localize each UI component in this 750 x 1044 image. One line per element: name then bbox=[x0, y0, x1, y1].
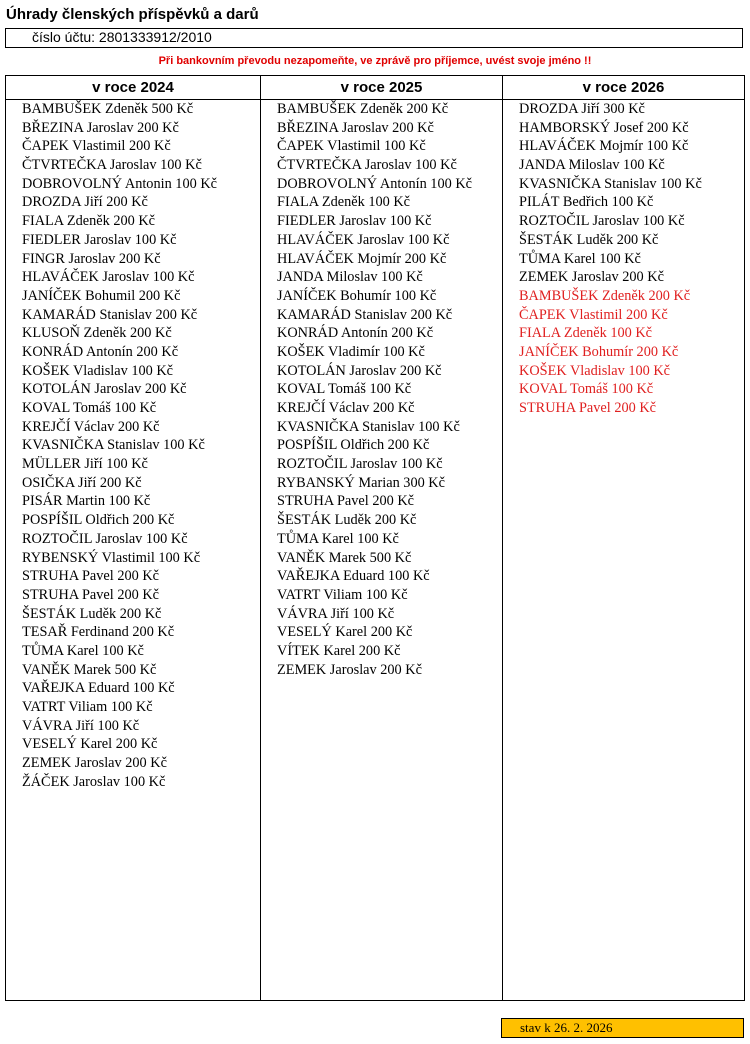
payment-entry: KOVAL Tomáš 100 Kč bbox=[519, 381, 654, 398]
payment-entry: VANĚK Marek 500 Kč bbox=[22, 661, 157, 678]
payment-entry: HLAVÁČEK Jaroslav 100 Kč bbox=[22, 269, 195, 286]
payment-entry: POSPÍŠIL Oldřich 200 Kč bbox=[277, 437, 430, 454]
payment-entry: HLAVÁČEK Jaroslav 100 Kč bbox=[277, 231, 450, 248]
status-date: stav k 26. 2. 2026 bbox=[501, 1018, 744, 1038]
payment-entry: ČAPEK Vlastimil 200 Kč bbox=[22, 138, 171, 155]
payment-entry: KONRÁD Antonín 200 Kč bbox=[277, 325, 434, 342]
payment-entry: BAMBUŠEK Zdeněk 200 Kč bbox=[277, 101, 449, 117]
payment-entry: TŮMA Karel 100 Kč bbox=[22, 642, 144, 659]
page-title: Úhrady členských příspěvků a darů bbox=[6, 6, 259, 23]
payment-entry: KOŠEK Vladimír 100 Kč bbox=[277, 343, 425, 360]
payment-entry: TESAŘ Ferdinand 200 Kč bbox=[22, 624, 175, 641]
payment-entry: PISÁR Martin 100 Kč bbox=[22, 493, 151, 510]
entries-2024 bbox=[6, 100, 260, 791]
payment-entry: ROZTOČIL Jaroslav 100 Kč bbox=[277, 456, 443, 473]
payment-entry: HLAVÁČEK Mojmír 200 Kč bbox=[277, 250, 447, 267]
payment-entry: ZEMEK Jaroslav 200 Kč bbox=[277, 661, 422, 678]
payment-entry: FIEDLER Jaroslav 100 Kč bbox=[277, 213, 432, 230]
payment-entry: KLUSOŇ Zdeněk 200 Kč bbox=[22, 325, 172, 342]
payment-entry: VESELÝ Karel 200 Kč bbox=[277, 624, 413, 641]
payment-entry: FIALA Zdeněk 100 Kč bbox=[519, 325, 653, 342]
payment-entry: KVASNIČKA Stanislav 100 Kč bbox=[277, 418, 460, 435]
payment-entry: BAMBUŠEK Zdeněk 200 Kč bbox=[519, 287, 691, 304]
payment-entry: KONRÁD Antonín 200 Kč bbox=[22, 343, 179, 360]
payment-entry: KOŠEK Vladislav 100 Kč bbox=[22, 362, 174, 379]
payment-entry: TŮMA Karel 100 Kč bbox=[519, 250, 641, 267]
payment-entry: STRUHA Pavel 200 Kč bbox=[519, 400, 657, 416]
payment-entry: JANÍČEK Bohumír 200 Kč bbox=[519, 343, 679, 360]
payment-entry: ČAPEK Vlastimil 100 Kč bbox=[277, 138, 426, 155]
payment-notice: Při bankovním převodu nezapomeňte, ve zprávě pro příjemce, uvést svoje jméno !! bbox=[158, 55, 592, 67]
payment-entry: KREJČÍ Václav 200 Kč bbox=[277, 400, 415, 416]
payment-entry: ČTVRTEČKA Jaroslav 100 Kč bbox=[22, 157, 202, 174]
payment-entry: VÁVRA Jiří 100 Kč bbox=[22, 717, 140, 734]
payment-entry: RYBANSKÝ Marian 300 Kč bbox=[277, 474, 445, 491]
payment-entry: DOBROVOLNÝ Antonin 100 Kč bbox=[22, 175, 217, 192]
payment-entry: ŠESTÁK Luděk 200 Kč bbox=[22, 605, 162, 622]
payment-entry: ČTVRTEČKA Jaroslav 100 Kč bbox=[277, 157, 457, 174]
payment-entry: BŘEZINA Jaroslav 200 Kč bbox=[22, 119, 179, 136]
payment-entry: FINGR Jaroslav 200 Kč bbox=[22, 250, 161, 267]
payment-entry: ROZTOČIL Jaroslav 100 Kč bbox=[519, 213, 685, 230]
payment-entry: JANDA Miloslav 100 Kč bbox=[519, 157, 665, 174]
entries-2025 bbox=[261, 100, 502, 679]
column-2024 bbox=[6, 76, 260, 1000]
payment-entry: VATRT Viliam 100 Kč bbox=[22, 699, 153, 715]
account-number: číslo účtu: 2801333912/2010 bbox=[5, 28, 743, 48]
payment-entry: KOŠEK Vladislav 100 Kč bbox=[519, 362, 671, 379]
payment-entry: KOTOLÁN Jaroslav 200 Kč bbox=[22, 381, 187, 398]
payment-entry: OSIČKA Jiří 200 Kč bbox=[22, 474, 142, 491]
payment-entry: KOVAL Tomáš 100 Kč bbox=[277, 381, 412, 398]
column-header-2026: v roce 2026 bbox=[503, 76, 744, 100]
payment-entry: KAMARÁD Stanislav 200 Kč bbox=[22, 306, 198, 323]
payment-entry: ŠESTÁK Luděk 200 Kč bbox=[277, 512, 417, 529]
payment-entry: HLAVÁČEK Mojmír 100 Kč bbox=[519, 138, 689, 155]
payments-table bbox=[5, 75, 745, 1001]
payment-entry: STRUHA Pavel 200 Kč bbox=[22, 568, 160, 585]
payment-entry: FIEDLER Jaroslav 100 Kč bbox=[22, 231, 177, 248]
column-header-2025: v roce 2025 bbox=[261, 76, 502, 100]
payment-entry: ŠESTÁK Luděk 200 Kč bbox=[519, 231, 659, 248]
payment-entry: VESELÝ Karel 200 Kč bbox=[22, 736, 158, 753]
payment-entry: BŘEZINA Jaroslav 200 Kč bbox=[277, 119, 434, 136]
payment-entry: JANÍČEK Bohumil 200 Kč bbox=[22, 287, 181, 304]
payment-entry: TŮMA Karel 100 Kč bbox=[277, 530, 399, 547]
payment-entry: KOTOLÁN Jaroslav 200 Kč bbox=[277, 362, 442, 379]
payment-entry: VANĚK Marek 500 Kč bbox=[277, 549, 412, 566]
payment-entry: POSPÍŠIL Oldřich 200 Kč bbox=[22, 512, 175, 529]
payment-entry: RYBENSKÝ Vlastimil 100 Kč bbox=[22, 549, 201, 566]
payment-entry: KREJČÍ Václav 200 Kč bbox=[22, 418, 160, 435]
payment-entry: VÁVRA Jiří 100 Kč bbox=[277, 605, 395, 622]
payment-entry: DROZDA Jiří 200 Kč bbox=[22, 194, 148, 211]
payment-entry: STRUHA Pavel 200 Kč bbox=[277, 493, 415, 510]
payment-entry: ČAPEK Vlastimil 200 Kč bbox=[519, 306, 668, 323]
payment-entry: VÍTEK Karel 200 Kč bbox=[277, 642, 401, 659]
payment-entry: VAŘEJKA Eduard 100 Kč bbox=[22, 680, 175, 697]
payment-entry: VATRT Viliam 100 Kč bbox=[277, 586, 408, 603]
payment-entry: KVASNIČKA Stanislav 100 Kč bbox=[519, 175, 702, 192]
payment-entry: HAMBORSKÝ Josef 200 Kč bbox=[519, 119, 689, 136]
payment-entry: DROZDA Jiří 300 Kč bbox=[519, 101, 645, 117]
payment-entry: FIALA Zdeněk 100 Kč bbox=[277, 194, 411, 211]
payment-entry: KAMARÁD Stanislav 200 Kč bbox=[277, 306, 453, 323]
payment-entry: FIALA Zdeněk 200 Kč bbox=[22, 213, 156, 230]
payment-entry: DOBROVOLNÝ Antonín 100 Kč bbox=[277, 175, 472, 192]
entries-2026 bbox=[503, 100, 744, 418]
payment-entry: VAŘEJKA Eduard 100 Kč bbox=[277, 568, 430, 585]
payment-entry: ROZTOČIL Jaroslav 100 Kč bbox=[22, 530, 188, 547]
payment-entry: STRUHA Pavel 200 Kč bbox=[22, 586, 160, 603]
payment-entry: KOVAL Tomáš 100 Kč bbox=[22, 400, 157, 416]
payment-entry: JANÍČEK Bohumír 100 Kč bbox=[277, 287, 437, 304]
column-2026 bbox=[502, 76, 744, 1000]
column-header-2024: v roce 2024 bbox=[6, 76, 260, 100]
payment-entry: ZEMEK Jaroslav 200 Kč bbox=[519, 269, 664, 286]
payment-entry: BAMBUŠEK Zdeněk 500 Kč bbox=[22, 101, 194, 117]
payment-entry: ŽÁČEK Jaroslav 100 Kč bbox=[22, 773, 166, 790]
payment-entry: MÜLLER Jiří 100 Kč bbox=[22, 456, 148, 473]
payment-entry: JANDA Miloslav 100 Kč bbox=[277, 269, 423, 286]
payment-entry: KVASNIČKA Stanislav 100 Kč bbox=[22, 437, 205, 454]
payment-entry: PILÁT Bedřich 100 Kč bbox=[519, 194, 654, 211]
payment-entry: ZEMEK Jaroslav 200 Kč bbox=[22, 755, 167, 772]
column-2025 bbox=[260, 76, 502, 1000]
